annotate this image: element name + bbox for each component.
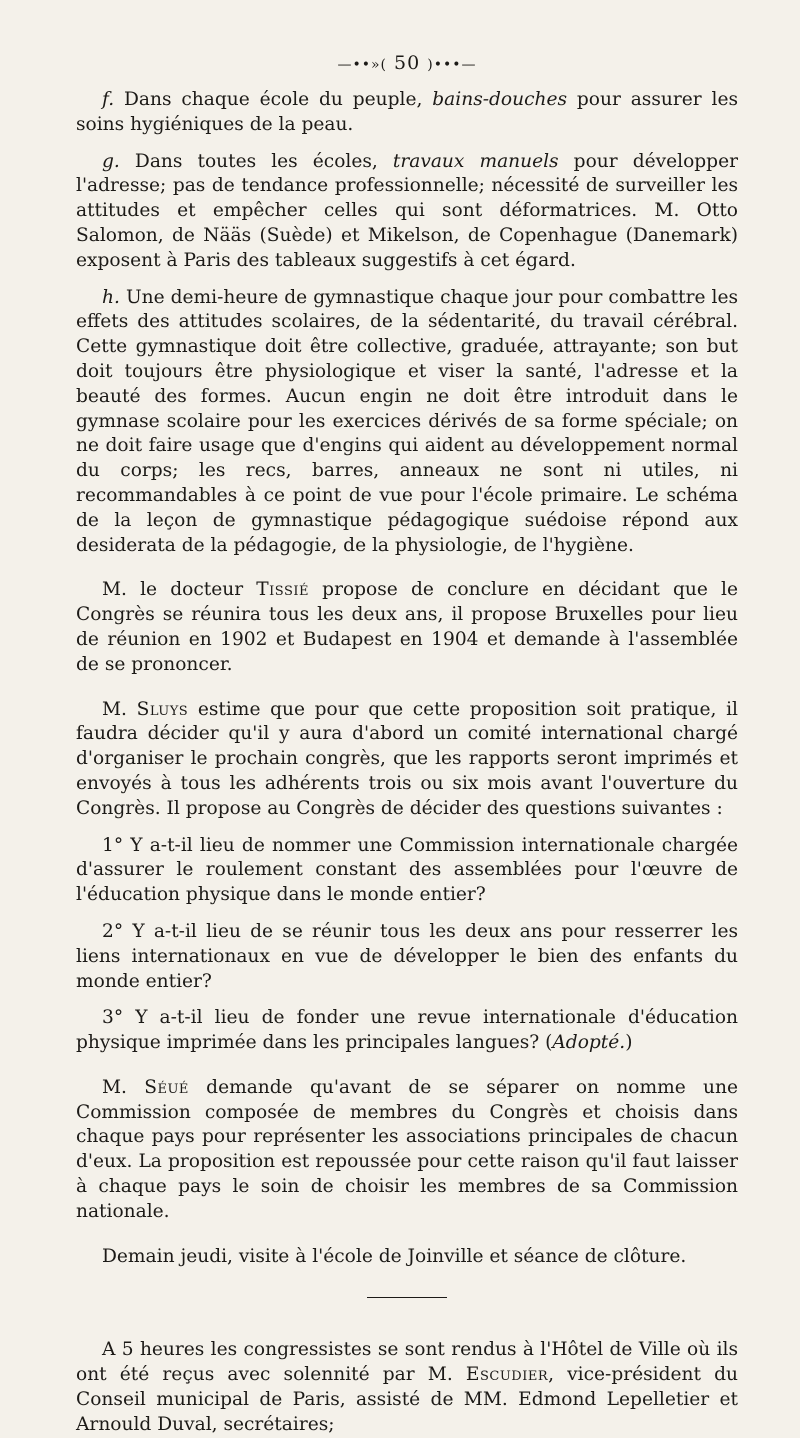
question-verdict: Adopté. <box>552 1032 626 1054</box>
paragraph-text: propose de conclure en décidant que le Congrès se réunira tous les deux ans, il propose Bruxelles pour lieu de réunion en 1902 et Budapest en 1904 et demande à l'assemblée de se prononcer. <box>76 579 739 675</box>
item-emphasis: travaux manuels <box>392 150 559 172</box>
seue-paragraph <box>76 1076 738 1225</box>
question-text: ) <box>625 1032 633 1054</box>
question-2: 2° Y a-t-il lieu de se réunir tous les deux ans pour resserrer les liens internationaux en vue de développer le bien des enfants du monde entier? <box>76 920 738 992</box>
paragraph-text: M. <box>102 1076 145 1098</box>
header-ornament-left: —••»( <box>337 57 387 73</box>
question-1: 1° Y a-t-il lieu de nommer une Commission internationale chargée d'assurer le roulement constant des assemblées pour l'œuvre de l'éducation physique dans le monde entier? <box>76 834 738 906</box>
page-header <box>76 52 738 74</box>
item-marker: f. <box>102 89 115 110</box>
hotel-paragraph <box>76 1338 738 1437</box>
item-text: Dans toutes les écoles, <box>134 150 393 172</box>
item-text: pour développer l'adresse; pas de tendance professionnelle; nécessité de surveiller les attitudes et empêcher celles qui sont déformatrices. M. Otto Salomon, de Nääs (Suède) et Mikelson, de Copenhague (Danemark) exposent à Paris des tableaux suggestifs à cet égard. <box>76 150 738 271</box>
speaker-name: Sluys <box>136 698 189 720</box>
item-text: Dans chaque école du peuple, <box>124 89 433 110</box>
item-text: pour assurer les soins hygiéniques de la peau. <box>76 89 738 135</box>
demain-paragraph: Demain jeudi, visite à l'école de Joinville et séance de clôture. <box>102 1245 687 1267</box>
paragraph-text: M. le docteur <box>102 579 257 601</box>
header-ornament-right: )•••— <box>427 57 477 73</box>
paragraph-text: demande qu'avant de se séparer on nomme une Commission composée de membres du Congrès et choisis dans chaque pays pour représenter les associations principales de chacun d'eux. La proposition est repoussée pour cette raison qu'il faut laisser à chaque pays le soin de choisir les membres de sa Commission nationale. <box>76 1076 738 1222</box>
item-f-paragraph <box>76 88 738 138</box>
paragraph-text: M. <box>102 698 137 720</box>
item-text: Une demi-heure de gymnastique chaque jour pour combattre les effets des attitudes scolaires, de la sédentarité, du travail cérébral. Cette gymnastique doit être collective, graduée, attrayante; son but doit toujours être physiologique et viser la santé, l'adresse et la beauté des formes. Aucun engin ne doit être introduit dans le gymnase scolaire pour les exercices dérivés de sa forme spéciale; on ne doit faire usage que d'engins qui aident au développement normal du corps; les recs, barres, anneaux ne sont ni utiles, ni recommandables à ce point de vue pour l'école primaire. Le schéma de la leçon de gymnastique pédagogique suédoise répond aux desiderata de la pédagogie, de la physiologie, de l'hygiène. <box>76 286 738 556</box>
item-marker: g. <box>102 150 120 172</box>
speaker-name: Séué <box>144 1076 189 1098</box>
question-text: 3° Y a-t-il lieu de fonder une revue internationale d'éducation physique imprimée dans les principales langues? ( <box>76 1007 738 1054</box>
item-emphasis: bains-douches <box>432 89 568 110</box>
section-divider <box>367 1297 447 1298</box>
paragraph-text: A 5 heures les congressistes se sont rendus à l'Hôtel de Ville où ils ont été reçus avec solennité par M. <box>76 1339 738 1386</box>
item-g-paragraph <box>76 150 738 274</box>
paragraph-text: estime que pour que cette proposition soit pratique, il faudra décider qu'il y aura d'abord un comité international chargé d'organiser le prochain congrès, que les rapports seront imprimés et envoyés à tous les adhérents trois ou six mois avant l'ouverture du Congrès. Il propose au Congrès de décider des questions suivantes : <box>76 698 738 819</box>
paragraph-text: , vice-président du Conseil municipal de Paris, assisté de MM. Edmond Lepelletier et Arnould Duval, secrétaires; <box>76 1364 738 1435</box>
speaker-name: Tissié <box>256 579 309 601</box>
host-name: Escudier <box>465 1364 549 1386</box>
page-number: 50 <box>394 52 421 74</box>
item-marker: h. <box>102 286 120 308</box>
sluys-paragraph <box>76 698 738 822</box>
question-3 <box>76 1006 738 1056</box>
tissie-paragraph <box>76 578 738 677</box>
item-h-paragraph <box>76 286 738 559</box>
